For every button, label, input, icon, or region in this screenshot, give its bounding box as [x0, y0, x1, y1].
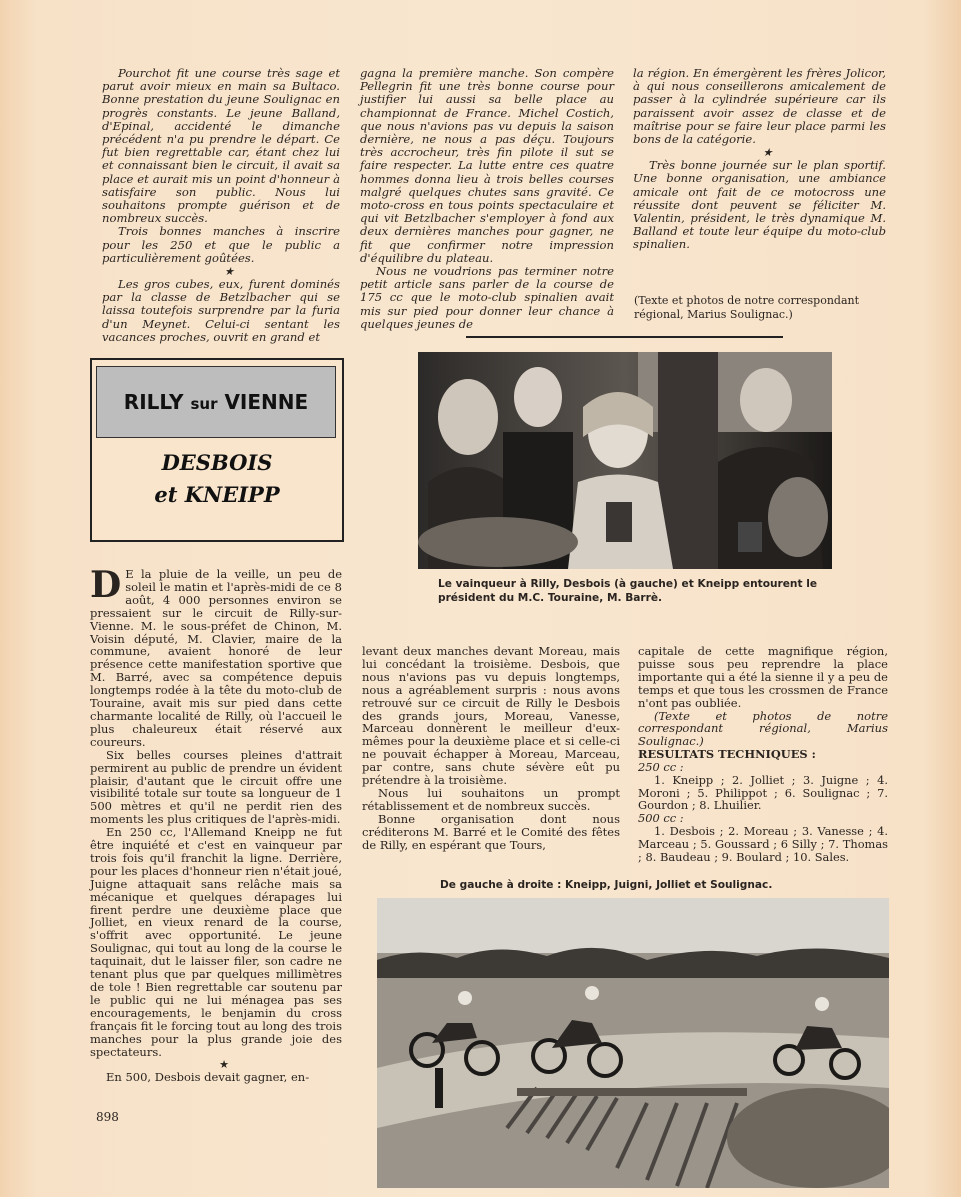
top-signature: (Texte et photos de notre correspondant régional, Marius Soulignac.) — [634, 294, 860, 321]
podium-photo-image — [418, 352, 832, 569]
results-heading: RESULTATS TECHNIQUES : — [638, 747, 816, 762]
paragraph: la région. En émergèrent les frères Jolicor, à qui nous conseillerons amicalement de passer à la cylindrée supérieure car ils paraissent avoir assez de classe et de maîtrise pour se faire leur place parmi les bons de la catégorie. — [633, 66, 886, 147]
signature: (Texte et photos de notre correspondant régional, Marius Soulignac.) — [638, 708, 888, 749]
headline-line-2: et KNEIPP — [154, 482, 280, 507]
paragraph: Les gros cubes, eux, furent dominés par la classe de Betzlbacher qui se laissa toutefois surprendre par la furia d'un Meynet. Celui-ci sentant les vacances proches, ouvrit en grand et — [102, 277, 340, 344]
article-column-3 — [638, 645, 888, 863]
paragraph: Six belles courses pleines d'attrait permirent au public de prendre un évident plaisir, d'autant que le circuit offre une visibilité totale sur toute sa longueur de 1 500 mètres et qu'il ne perdit rien des moments les plus critiques de l'après-midi. — [90, 747, 342, 827]
star-separator: ★ — [762, 146, 773, 160]
paragraph: Trois bonnes manches à inscrire pour les 250 et que le public a particulièrement goûtées. — [102, 224, 340, 265]
podium-photo-caption: Le vainqueur à Rilly, Desbois (à gauche) et Kneipp entourent le président du M.C. Touraine, M. Barrè. — [438, 578, 818, 604]
paragraph: gagna la première manche. Son compère Pellegrin fit une très bonne course pour justifier lui aussi sa belle place au championnat de France. Michel Costich, que nous n'avions pas vu depuis la saison dernière, ne nous a pas déçu. Toujours très accrocheur, très fin pilote il sut se faire respecter. La lutte entre ces quatre hommes donna lieu à trois belles courses malgré quelques chutes sans gravité. Ce moto-cross en tous points spectaculaire et qui vit Betzlbacher s'employer à fond aux deux dernières manches pour gagner, ne fit que confirmer notre impression d'équilibre du plateau. — [360, 66, 614, 265]
paragraph — [90, 564, 342, 749]
star-separator: ★ — [219, 1058, 229, 1072]
race-photo — [377, 898, 889, 1188]
top-column-1 — [102, 67, 340, 344]
divider-rule — [466, 336, 783, 338]
paragraph: Nous ne voudrions pas terminer notre petit article sans parler de la course de 175 cc que le moto-club spinalien avait mis sur pied pour donner leur chance à quelques jeunes de — [360, 264, 614, 331]
page-number: 898 — [96, 1110, 119, 1124]
paragraph: Très bonne journée sur le plan sportif. Une bonne organisation, une ambiance amicale ont fait de ce motocross une réussite dont peuvent se féliciter M. Valentin, président, le très dynamique M. Balland et toute leur équipe du moto-club spinalien. — [633, 158, 886, 252]
drop-cap: D — [90, 564, 122, 606]
location-part-1: RILLY — [123, 390, 184, 414]
race-photo-caption: De gauche à droite : Kneipp, Juigni, Jolliet et Soulignac. — [440, 879, 773, 891]
class-500-label: 500 cc : — [638, 811, 684, 826]
location-part-2: VIENNE — [224, 390, 309, 414]
paragraph: Nous lui souhaitons un prompt rétablissement et de nombreux succès. — [362, 785, 620, 813]
paragraph: Pourchot fit une course très sage et parut avoir mieux en main sa Bultaco. Bonne prestation du jeune Soulignac en progrès constants. Le jeune Balland, d'Epinal, accidenté le dimanche précédent n'a pu prendre le départ. Ce fut bien regrettable car, étant chez lui et connaissant bien le circuit, il avait sa place et aurait mis un point d'honneur à satisfaire son public. Nous lui souhaitons prompte guérison et de nombreux succès. — [102, 66, 340, 226]
star-separator: ★ — [224, 265, 234, 279]
race-photo-image — [377, 898, 889, 1188]
class-250-results: 1. Kneipp ; 2. Jolliet ; 3. Juigne ; 4. Moroni ; 5. Philippot ; 6. Soulignac ; 7. Gourdon ; 8. Lhuilier. — [638, 772, 888, 813]
article-title-box — [90, 358, 344, 542]
class-250-label: 250 cc : — [638, 760, 684, 775]
article-column-1 — [90, 564, 342, 1085]
top-column-3 — [633, 67, 886, 252]
paragraph: levant deux manches devant Moreau, mais lui concédant la troisième. Desbois, que nous n'avions pas vu depuis longtemps, nous a agréablement surpris : nous avons retrouvé sur ce circuit de Rilly le Desbois des grands jours, Moreau, Vanesse, Marceau donnèrent le meilleur d'eux-mêmes pour la deuxième place et si celle-ci ne pouvait échapper à Moreau, Marceau, par contre, sans chute sévère eût pu prétendre à la troisième. — [362, 644, 620, 788]
paragraph: Bonne organisation dont nous créditerons M. Barré et le Comité des fêtes de Rilly, en espérant que Tours, — [362, 811, 620, 852]
paragraph-text: E la pluie de la veille, un peu de soleil le matin et l'après-midi de ce 8 août, 4 000 personnes environ se pressaient sur le circuit de Rilly-sur-Vienne. M. le sous-préfet de Chinon, M. Voisin député, M. Clavier, maire de la commune, avaient honoré de leur présence cette manifestation sportive que M. Barré, avec sa compétence depuis longtemps rodée à la tête du moto-club de Touraine, avait mis sur pied dans cette charmante localité de Rilly, où l'accueil le plus chaleureux était réservé aux coureurs. — [90, 567, 342, 749]
class-500-results: 1. Desbois ; 2. Moreau ; 3. Vanesse ; 4. Marceau ; 5. Goussard ; 6 Silly ; 7. Thomas ; 8. Baudeau ; 9. Boulard ; 10. Sales. — [638, 824, 888, 864]
location-connector: sur — [190, 395, 218, 413]
paragraph: capitale de cette magnifique région, puisse sous peu reprendre la place importante qui a été la sienne il y a peu de temps et que tous les crossmen de France n'ont pas oubliée. — [638, 644, 888, 710]
article-location-banner — [96, 366, 336, 438]
article-column-2 — [362, 645, 620, 852]
headline-line-1: DESBOIS — [161, 450, 273, 475]
paragraph: En 250 cc, l'Allemand Kneipp ne fut être inquiété et c'est en vainqueur par trois fois qu'il franchit la ligne. Derrière, pour les places d'honneur rien n'était joué, Juigne attaquait sans relâche mais sa mécanique et quelques dérapages lui firent perdre une deuxième place que Jolliet, en vieux renard de la course, s'offrit avec opportunité. Le jeune Soulignac, qui tout au long de la course le taquinait, dut le laisser filer, son cadre ne tenant plus que par quelques millimètres de tole ! Bien regrettable car soutenu par le public qui ne lui ménagea pas ses encouragements, le benjamin du cross français fit le forcing tout au long des trois manches pour la plus grande joie des spectateurs. — [90, 825, 342, 1059]
top-column-2 — [360, 67, 614, 331]
podium-photo — [418, 352, 832, 569]
paragraph: En 500, Desbois devait gagner, en- — [106, 1070, 310, 1085]
